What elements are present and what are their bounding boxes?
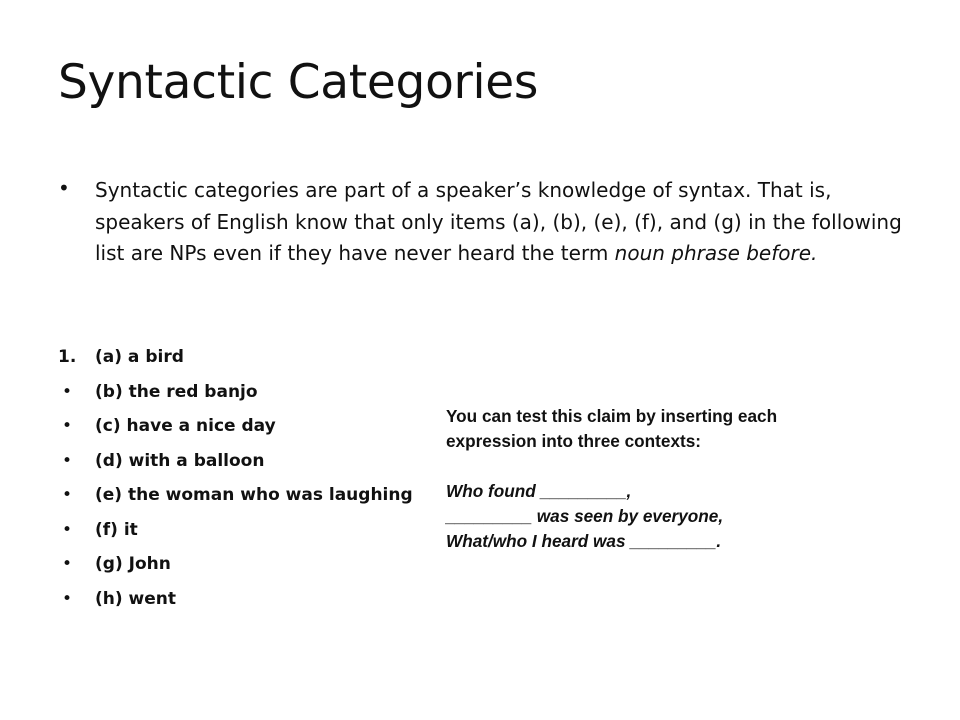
context-textbox (446, 404, 926, 554)
list-item (58, 584, 438, 619)
list-number: 1. (58, 347, 77, 367)
bullet-icon: • (62, 554, 73, 574)
bullet-icon: • (62, 485, 73, 505)
list-item-text: (g) John (95, 554, 171, 574)
list-item (58, 549, 438, 584)
list-item (58, 480, 438, 515)
context-sentence: _________ was seen by everyone, (446, 506, 724, 526)
bullet-text-plain: Syntactic categories are part of a speaker’s knowledge of syntax. That is, speakers of English know that only items (a), (b), (e), (f), and (g) in the following list are NPs even if they have never heard the term (95, 178, 902, 265)
bullet-dot-icon: • (58, 176, 70, 200)
list-item (58, 446, 438, 481)
bullet-icon: • (62, 588, 73, 609)
list-item (58, 411, 438, 446)
list-item (58, 342, 438, 377)
bullet-icon: • (62, 381, 73, 402)
list-item (58, 515, 438, 550)
textbox-line: expression into three contexts: (446, 431, 702, 451)
main-bullet (58, 175, 908, 270)
list-item (58, 377, 438, 412)
bullet-icon: • (62, 416, 73, 436)
bullet-text (95, 175, 908, 270)
slide-title: Syntactic Categories (58, 55, 539, 110)
examples-list (58, 342, 438, 618)
bullet-icon: • (62, 450, 73, 471)
list-item-text: (h) went (95, 588, 177, 609)
list-item-text: (e) the woman who was laughing (95, 485, 413, 505)
list-item-text: (c) have a nice day (95, 416, 276, 436)
bullet-icon: • (62, 519, 73, 540)
list-item-text: (a) a bird (95, 347, 184, 367)
bullet-text-italic: noun phrase before. (614, 241, 818, 265)
textbox-spacer (446, 454, 926, 479)
list-item-text: (b) the red banjo (95, 381, 258, 402)
list-item-text: (d) with a balloon (95, 450, 265, 471)
context-sentence: Who found _________, (446, 481, 632, 501)
context-sentence: What/who I heard was _________. (446, 531, 722, 551)
textbox-line: You can test this claim by inserting each (446, 406, 778, 426)
list-item-text: (f) it (95, 519, 138, 540)
